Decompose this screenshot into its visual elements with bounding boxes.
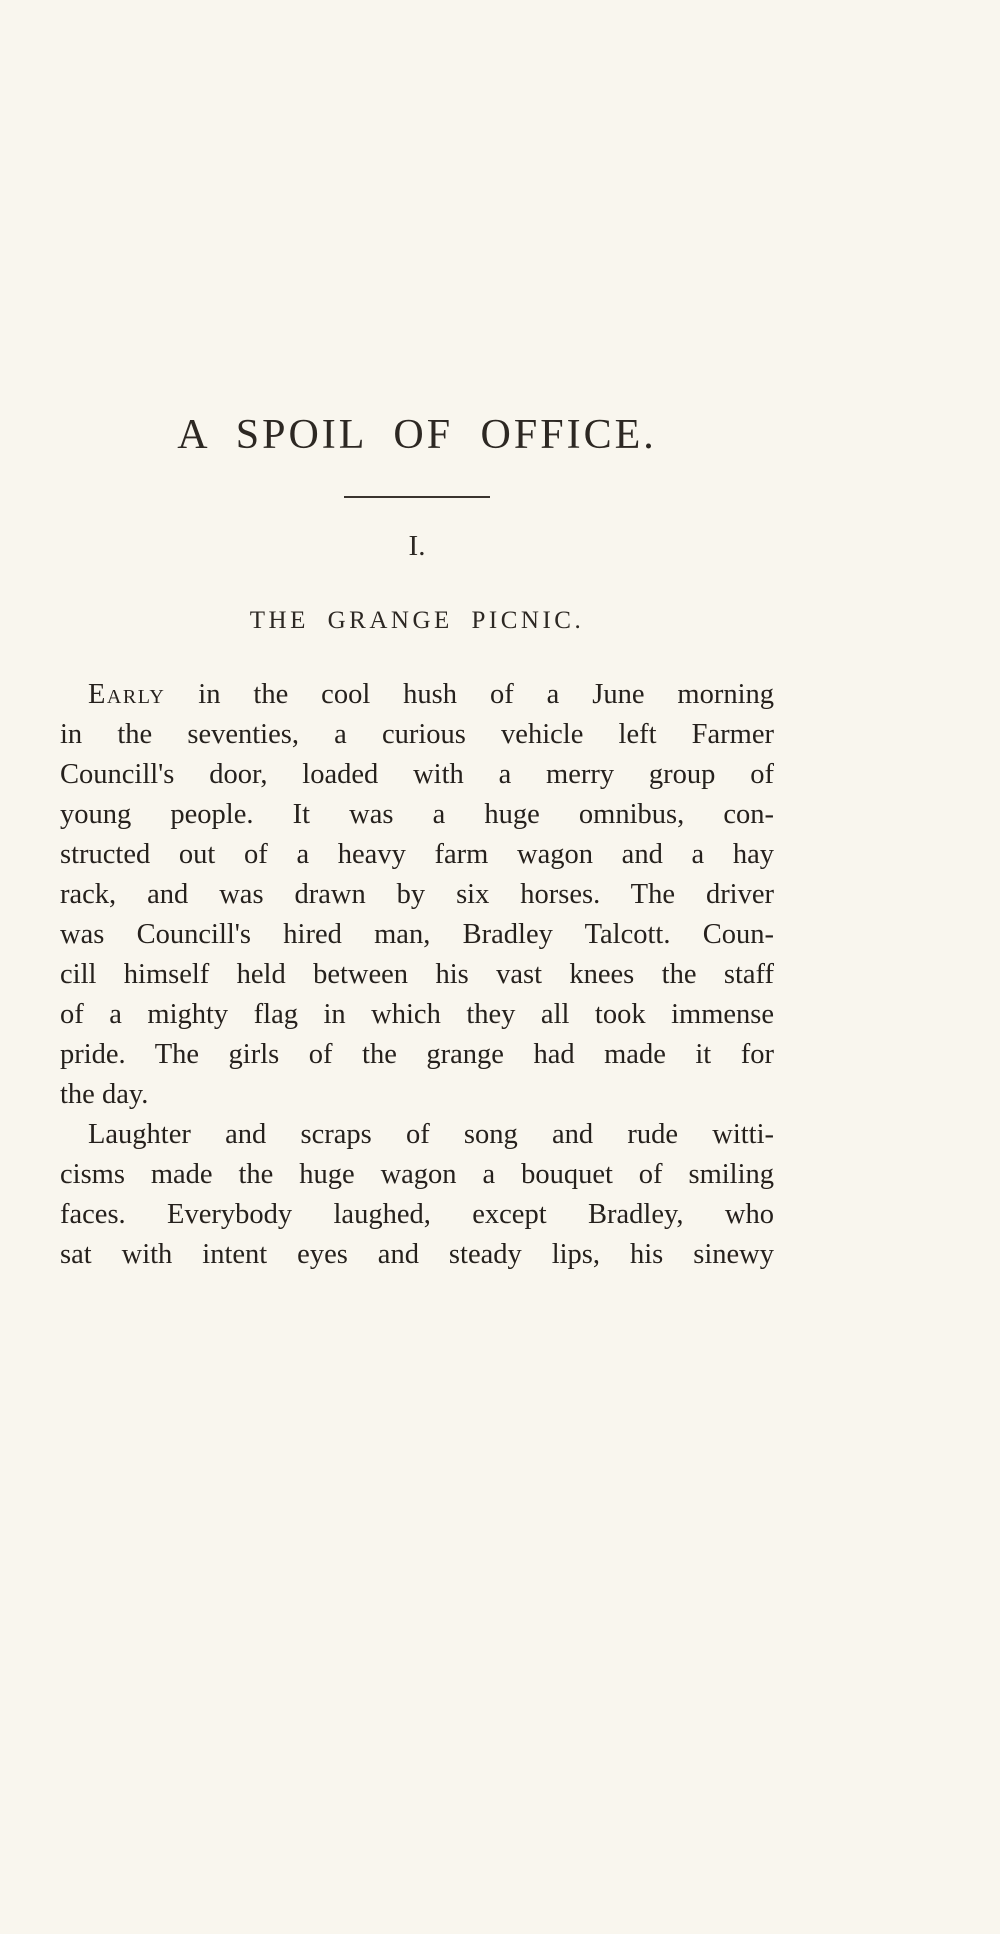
text-line: Councill's door, loaded with a merry group of (60, 759, 774, 790)
book-title: A SPOIL OF OFFICE. (177, 412, 657, 458)
chapter-number: I. (408, 530, 426, 562)
text-line: of a mighty flag in which they all took immense (60, 999, 774, 1030)
title-divider (344, 496, 490, 498)
text-line: young people. It was a huge omnibus, con- (60, 799, 774, 830)
text-line (60, 675, 774, 715)
small-caps-lead: Early (88, 679, 166, 710)
text-line: sat with intent eyes and steady lips, his sinewy (60, 1239, 774, 1270)
text-line: pride. The girls of the grange had made it for (60, 1039, 774, 1070)
chapter-heading: THE GRANGE PICNIC. (249, 607, 585, 634)
text-line: in the seventies, a curious vehicle left Farmer (60, 719, 774, 750)
body-text (60, 675, 774, 1275)
text-line: the day. (60, 1079, 149, 1110)
text-line: faces. Everybody laughed, except Bradley, who (60, 1199, 774, 1230)
paragraph-2 (60, 1115, 774, 1275)
text-line: structed out of a heavy farm wagon and a hay (60, 839, 774, 870)
paragraph-1 (60, 675, 774, 1115)
text-line: Laughter and scraps of song and rude witti- (88, 1119, 774, 1150)
text-line-rest: in the cool hush of a June morning (165, 679, 774, 710)
text-block (60, 0, 774, 1275)
text-line: cill himself held between his vast knees the staff (60, 959, 774, 990)
text-line: was Councill's hired man, Bradley Talcott. Coun- (60, 919, 774, 950)
text-line: rack, and was drawn by six horses. The driver (60, 879, 774, 910)
text-line: cisms made the huge wagon a bouquet of smiling (60, 1159, 774, 1190)
